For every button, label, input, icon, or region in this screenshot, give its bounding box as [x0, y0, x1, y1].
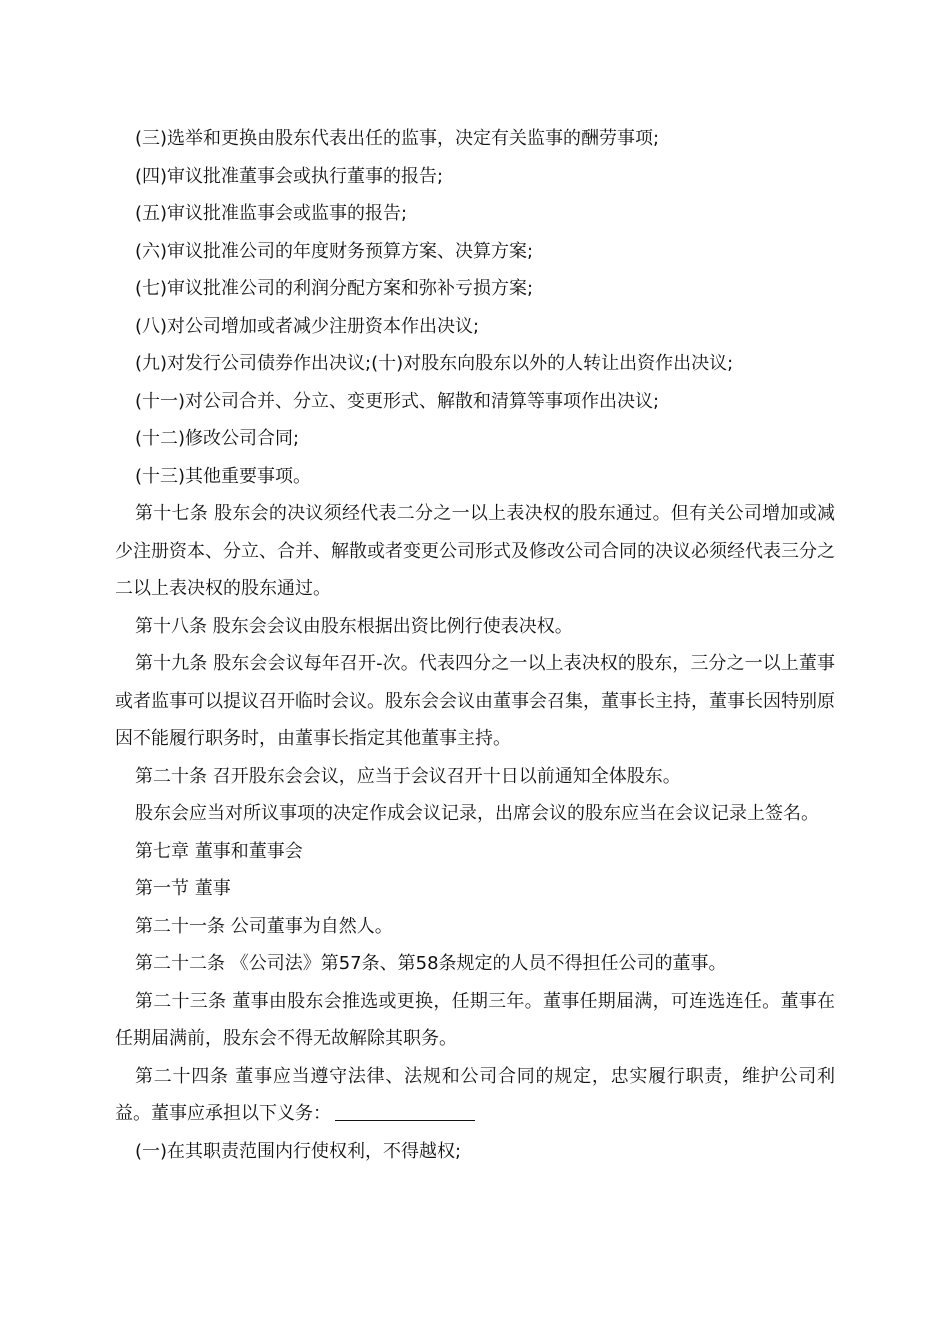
article-24-text: 第二十四条 董事应当遵守法律、法规和公司合同的规定，忠实履行职责，维护公司利益。董事应承担以下义务：: [115, 1065, 835, 1124]
paragraph-item-11: (十一)对公司合并、分立、变更形式、解散和清算等事项作出决议;: [135, 390, 660, 412]
document-body: [115, 120, 835, 1170]
article-23: 第二十三条 董事由股东会推选或更换，任期三年。董事任期届满，可连选连任。董事在任期届满前，股东会不得无故解除其职务。: [115, 990, 835, 1049]
article-24: [115, 1058, 835, 1133]
article-20: 第二十条 召开股东会会议，应当于会议召开十日以前通知全体股东。: [135, 765, 681, 787]
article-21: 第二十一条 公司董事为自然人。: [135, 915, 393, 937]
article-17: 第十七条 股东会的决议须经代表二分之一以上表决权的股东通过。但有关公司增加或减少注册资本、分立、合并、解散或者变更公司形式及修改公司合同的决议必须经代表三分之二以上表决权的股东通过。: [115, 503, 835, 599]
paragraph-item-3: (三)选举和更换由股东代表出任的监事，决定有关监事的酬劳事项;: [135, 128, 660, 149]
paragraph-item-4: (四)审议批准董事会或执行董事的报告;: [135, 165, 444, 187]
paragraph-item-9-10: (九)对发行公司债券作出决议;(十)对股东向股东以外的人转让出资作出决议;: [135, 353, 734, 374]
article-19: 第十九条 股东会会议每年召开-次。代表四分之一以上表决权的股东，三分之一以上董事或者监事可以提议召开临时会议。股东会会议由董事会召集，董事长主持，董事长因特别原因不能履行职务时，由董事长指定其他董事主持。: [115, 653, 835, 749]
paragraph-item-8: (八)对公司增加或者减少注册资本作出决议;: [135, 315, 480, 337]
paragraph-item-7: (七)审议批准公司的利润分配方案和弥补亏损方案;: [135, 278, 534, 299]
chapter-heading: 第七章 董事和董事会: [135, 840, 303, 862]
fill-in-blank-line: [335, 1102, 475, 1121]
paragraph-item-12: (十二)修改公司合同;: [135, 428, 300, 449]
duty-item-1: (一)在其职责范围内行使权利，不得越权;: [135, 1140, 462, 1162]
article-22: 第二十二条 《公司法》第57条、第58条规定的人员不得担任公司的董事。: [135, 953, 727, 974]
meeting-record-paragraph: 股东会应当对所议事项的决定作成会议记录，出席会议的股东应当在会议记录上签名。: [135, 803, 819, 824]
paragraph-item-13: (十三)其他重要事项。: [135, 465, 312, 487]
paragraph-item-6: (六)审议批准公司的年度财务预算方案、决算方案;: [135, 240, 534, 262]
paragraph-item-5: (五)审议批准监事会或监事的报告;: [135, 203, 408, 224]
article-18: 第十八条 股东会会议由股东根据出资比例行使表决权。: [135, 615, 573, 637]
section-heading: 第一节 董事: [135, 878, 231, 899]
